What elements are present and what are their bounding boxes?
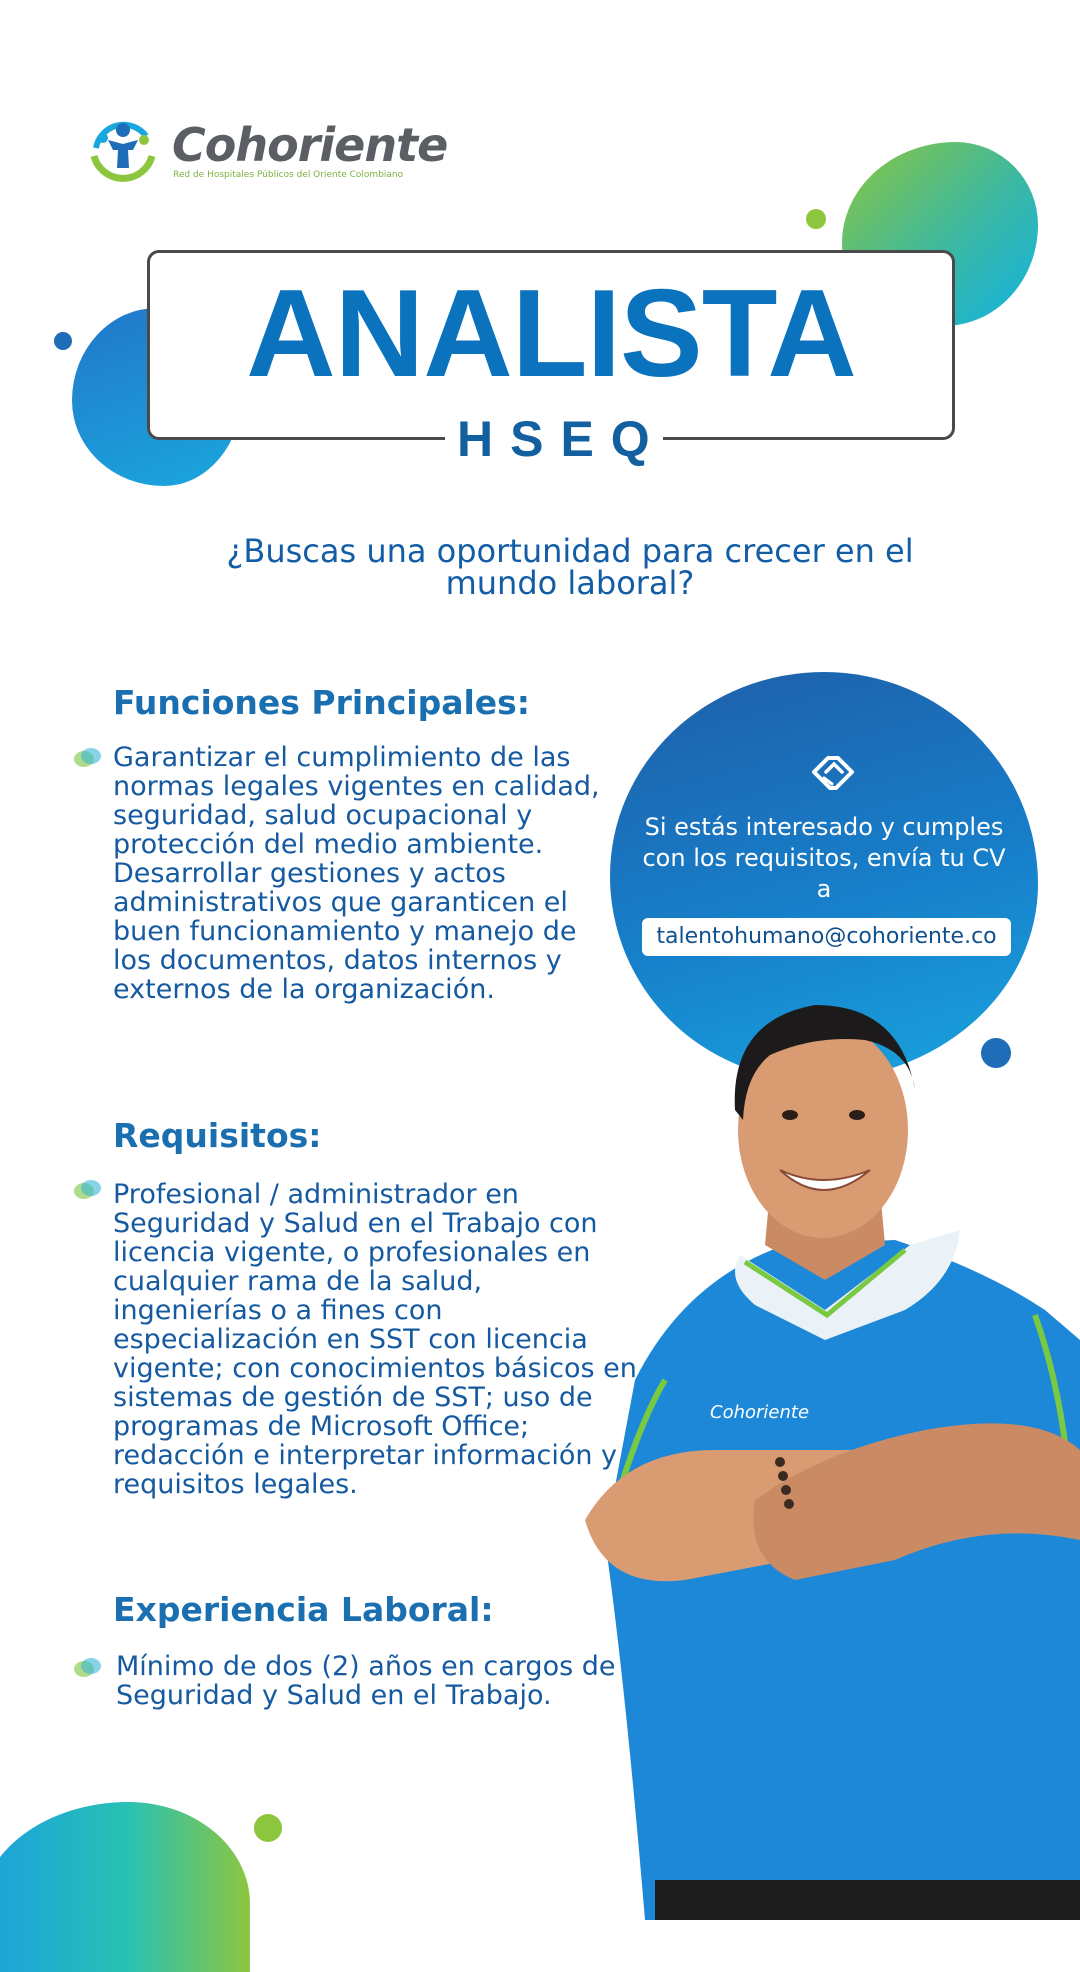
decorative-dot-green-bottom xyxy=(254,1814,282,1842)
decorative-dot-green xyxy=(806,209,826,229)
cta-text: Si estás interesado y cumples con los requisitos, envía tu CV a xyxy=(642,813,1006,903)
section-heading-experiencia: Experiencia Laboral: xyxy=(113,1590,494,1629)
email-link[interactable]: talentohumano@cohoriente.co xyxy=(656,924,997,949)
decorative-dot-blue xyxy=(54,332,72,350)
decorative-blob-bottom xyxy=(0,1802,250,1972)
section-heading-requisitos: Requisitos: xyxy=(113,1116,322,1155)
shirt-logo: Cohoriente xyxy=(710,1402,810,1423)
handshake-icon xyxy=(808,750,858,794)
headline-question: ¿Buscas una oportunidad para crecer en el mundo laboral? xyxy=(226,532,914,602)
section-text-experiencia: Mínimo de dos (2) años en cargos de Seguridad y Salud en el Trabajo. xyxy=(116,1651,616,1711)
brand-name: Cohoriente xyxy=(172,118,448,172)
section-heading-funciones: Funciones Principales: xyxy=(113,683,530,722)
cohoriente-logo-icon xyxy=(88,116,158,188)
bullet-icon xyxy=(72,1178,102,1202)
person-photo xyxy=(565,980,1080,1920)
job-title: ANALISTA xyxy=(246,265,856,403)
bullet-icon xyxy=(72,1656,102,1680)
job-subtitle: HSEQ xyxy=(457,411,667,467)
bullet-icon xyxy=(72,746,102,770)
section-text-funciones: Garantizar el cumplimiento de las normas legales vigentes en calidad, seguridad, salud ocupacional y protección del medio ambiente. Desarrollar gestiones y actos administrativos que garanticen el buen funcionamiento y manejo de los documentos, datos internos y externos de la organización. xyxy=(113,742,600,1005)
brand-tagline: Red de Hospitales Públicos del Oriente Colombiano xyxy=(173,170,404,180)
section-text-requisitos: Profesional / administrador en Seguridad y Salud en el Trabajo con licencia vigente, o profesionales en cualquier rama de la salud, ingenierías o a fines con especialización en SST con licencia vigente; con conocimientos básicos en sistemas de gestión de SST; uso de programas de Microsoft Office; redacción e interpretar información y requisitos legales. xyxy=(113,1179,637,1500)
